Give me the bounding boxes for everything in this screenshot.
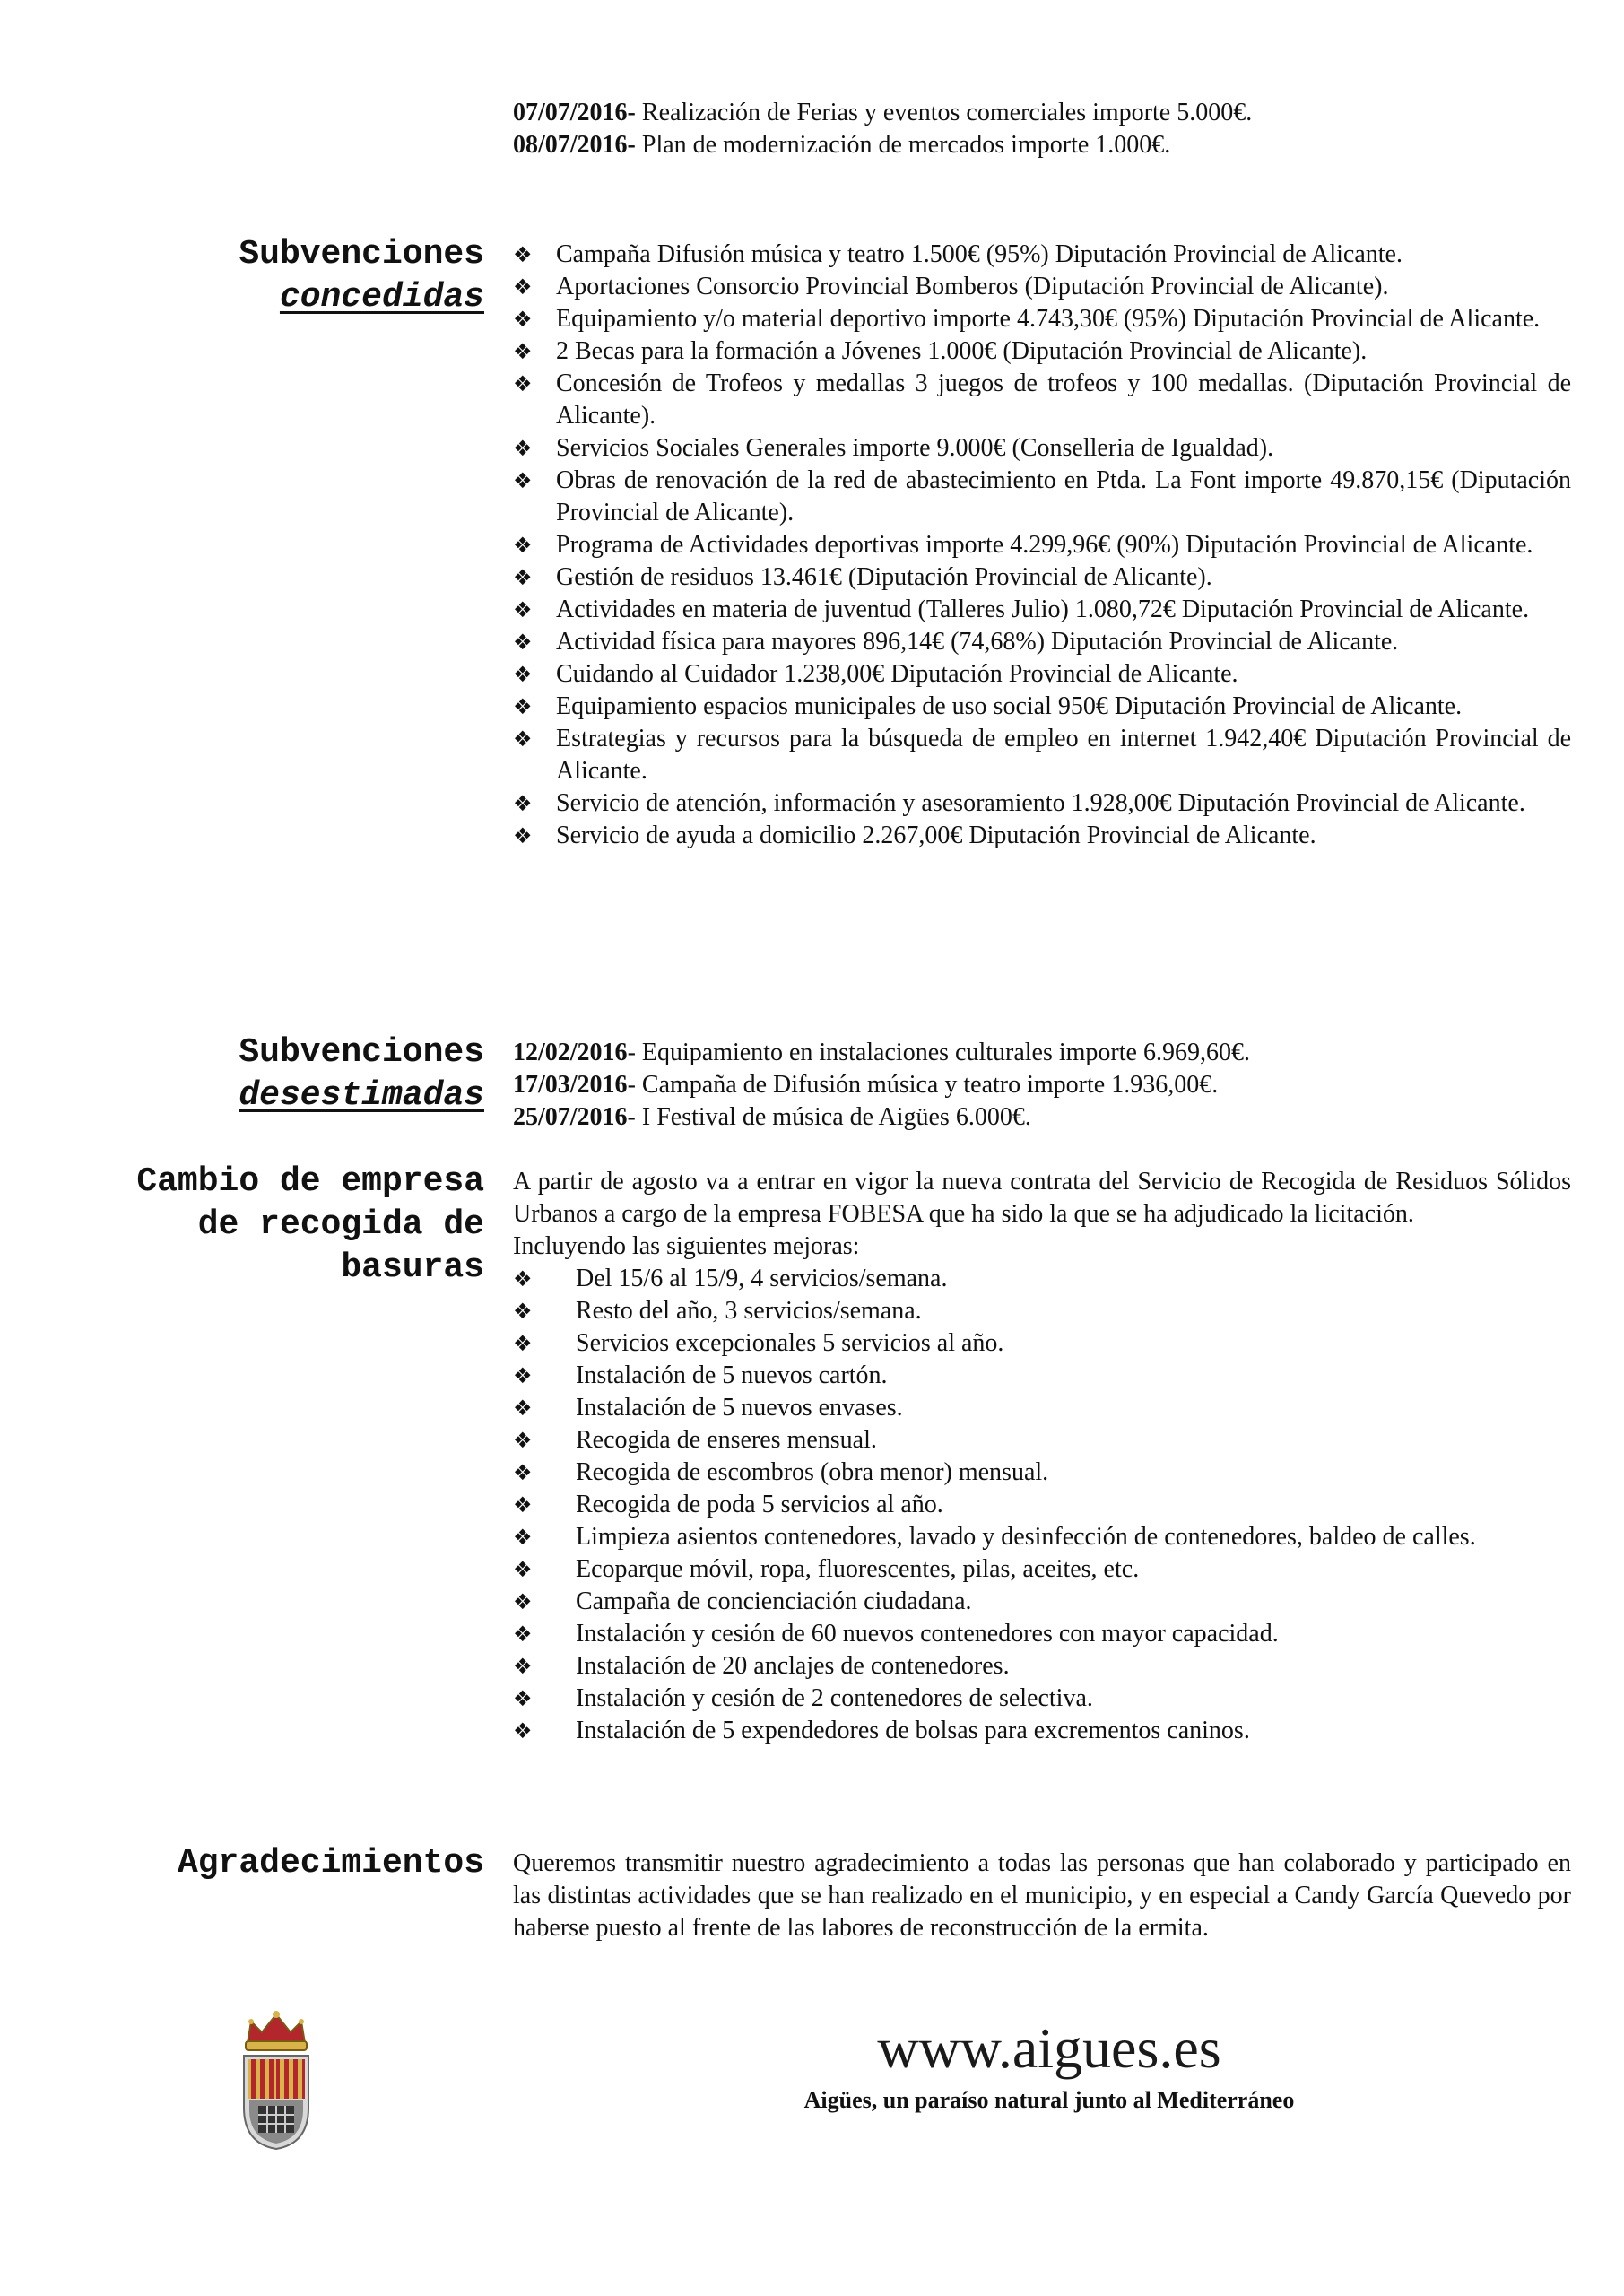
list-item: [513, 1360, 1571, 1392]
list-item: [513, 561, 1571, 594]
title-line: Subvenciones: [239, 235, 484, 274]
bullet-diamond-icon: ❖: [513, 1718, 533, 1744]
municipal-crest-icon: [239, 2009, 314, 2152]
list-item: [513, 1295, 1571, 1327]
list-item: [513, 1327, 1571, 1360]
title-line-underlined: desestimadas: [239, 1076, 484, 1115]
title-line-underlined: concedidas: [279, 278, 484, 317]
list-item-text: Obras de renovación de la red de abastecimiento en Ptda. La Font importe 49.870,15€ (Diputación Provincial de Alicante).: [556, 466, 1571, 526]
basuras-body: [513, 1166, 1571, 1747]
list-item: [513, 239, 1571, 271]
list-item: [513, 1586, 1571, 1618]
list-item-text: Recogida de enseres mensual.: [576, 1426, 877, 1454]
bullet-diamond-icon: ❖: [513, 1363, 533, 1388]
bullet-diamond-icon: ❖: [513, 1525, 533, 1550]
list-item: [513, 1618, 1571, 1650]
list-item: [513, 691, 1571, 723]
list-item-text: Campaña de concienciación ciudadana.: [576, 1587, 972, 1615]
top-lines: [513, 97, 1571, 161]
bullet-diamond-icon: ❖: [513, 791, 533, 816]
list-item-text: Del 15/6 al 15/9, 4 servicios/semana.: [576, 1265, 948, 1292]
list-item-text: Instalación de 5 nuevos cartón.: [576, 1361, 888, 1389]
desestimada-item: [513, 1101, 1571, 1134]
list-item-text: Campaña Difusión música y teatro 1.500€ (95%) Diputación Provincial de Alicante.: [556, 240, 1403, 268]
section-title-basuras: [54, 1161, 484, 1290]
bullet-diamond-icon: ❖: [513, 1428, 533, 1453]
bullet-diamond-icon: ❖: [513, 1460, 533, 1485]
list-item: [513, 594, 1571, 626]
list-item-text: Instalación de 5 nuevos envases.: [576, 1394, 903, 1422]
list-item: [513, 529, 1571, 561]
concedidas-list-wrapper: [513, 239, 1571, 852]
desestimadas-list: [513, 1037, 1571, 1134]
list-item-text: Instalación y cesión de 60 nuevos contenedores con mayor capacidad.: [576, 1620, 1279, 1648]
bullet-diamond-icon: ❖: [513, 274, 533, 300]
basuras-list: [513, 1263, 1571, 1747]
item-date: 17/03/2016: [513, 1071, 628, 1099]
bullet-diamond-icon: ❖: [513, 371, 533, 396]
top-line: [513, 97, 1571, 129]
section-title-desestimadas: [54, 1031, 484, 1118]
bullet-diamond-icon: ❖: [513, 662, 533, 687]
line-text: Plan de modernización de mercados importe 1.000€.: [635, 131, 1171, 159]
list-item: [513, 1650, 1571, 1683]
list-item: [513, 1683, 1571, 1715]
item-text: I Festival de música de Aigües 6.000€.: [635, 1103, 1031, 1131]
basuras-lead: Incluyendo las siguientes mejoras:: [513, 1232, 860, 1260]
bullet-diamond-icon: ❖: [513, 1299, 533, 1324]
list-item-text: Cuidando al Cuidador 1.238,00€ Diputación Provincial de Alicante.: [556, 660, 1238, 688]
list-item-text: 2 Becas para la formación a Jóvenes 1.000€ (Diputación Provincial de Alicante).: [556, 337, 1368, 365]
list-item-text: Servicio de atención, información y asesoramiento 1.928,00€ Diputación Provincial de Alicante.: [556, 789, 1525, 817]
list-item: [513, 1553, 1571, 1586]
bullet-diamond-icon: ❖: [513, 468, 533, 493]
bullet-diamond-icon: ❖: [513, 533, 533, 558]
agradecimientos-body: [513, 1848, 1571, 1944]
list-item: [513, 1263, 1571, 1295]
list-item-text: Concesión de Trofeos y medallas 3 juegos de trofeos y 100 medallas. (Diputación Provincial de Alicante).: [556, 370, 1571, 430]
list-item: [513, 368, 1571, 432]
section-title-agradecimientos: Agradecimientos: [177, 1844, 484, 1883]
bullet-diamond-icon: ❖: [513, 1557, 533, 1582]
basuras-intro: A partir de agosto va a entrar en vigor la nueva contrata del Servicio de Recogida de Residuos Sólidos Urbanos a cargo de la empresa FOBESA que ha sido la que se ha adjudicado la licitación.: [513, 1168, 1571, 1228]
agradecimientos-text: Queremos transmitir nuestro agradecimiento a todas las personas que han colaborado y participado en las distintas actividades que se han realizado en el municipio, y en especial a Candy García Quevedo por haberse puesto al frente de las labores de reconstrucción de la ermita.: [513, 1849, 1571, 1942]
list-item: [513, 658, 1571, 691]
list-item-text: Equipamiento y/o material deportivo importe 4.743,30€ (95%) Diputación Provincial de Alicante.: [556, 305, 1541, 333]
bullet-diamond-icon: ❖: [513, 1396, 533, 1421]
list-item: [513, 1392, 1571, 1424]
line-text: Realización de Ferias y eventos comerciales importe 5.000€.: [635, 99, 1253, 126]
list-item-text: Servicio de ayuda a domicilio 2.267,00€ Diputación Provincial de Alicante.: [556, 822, 1316, 849]
bullet-diamond-icon: ❖: [513, 1654, 533, 1679]
bullet-diamond-icon: ❖: [513, 823, 533, 848]
title-line: Subvenciones: [239, 1033, 484, 1072]
concedidas-list: [513, 239, 1571, 852]
bullet-diamond-icon: ❖: [513, 1492, 533, 1518]
item-text: - Campaña de Difusión música y teatro importe 1.936,00€.: [627, 1071, 1219, 1099]
title-line: Cambio de empresa: [136, 1162, 484, 1201]
item-text: - Equipamiento en instalaciones culturales importe 6.969,60€.: [627, 1039, 1250, 1066]
bullet-diamond-icon: ❖: [513, 1686, 533, 1711]
list-item: [513, 1457, 1571, 1489]
bullet-diamond-icon: ❖: [513, 1589, 533, 1614]
list-item: [513, 787, 1571, 820]
footer-website[interactable]: www.aigues.es: [877, 2016, 1221, 2080]
bullet-diamond-icon: ❖: [513, 630, 533, 655]
list-item: [513, 432, 1571, 465]
bullet-diamond-icon: ❖: [513, 1622, 533, 1647]
list-item: [513, 303, 1571, 335]
bullet-diamond-icon: ❖: [513, 339, 533, 364]
bullet-diamond-icon: ❖: [513, 694, 533, 719]
bullet-diamond-icon: ❖: [513, 242, 533, 267]
list-item: [513, 1715, 1571, 1747]
line-date: 07/07/2016-: [513, 99, 636, 126]
list-item: [513, 626, 1571, 658]
top-line: [513, 129, 1571, 161]
list-item: [513, 1424, 1571, 1457]
list-item: [513, 1489, 1571, 1521]
list-item-text: Actividades en materia de juventud (Talleres Julio) 1.080,72€ Diputación Provincial de Alicante.: [556, 596, 1530, 623]
list-item-text: Instalación de 20 anclajes de contenedores.: [576, 1652, 1010, 1680]
bullet-diamond-icon: ❖: [513, 1331, 533, 1356]
list-item: [513, 723, 1571, 787]
list-item-text: Resto del año, 3 servicios/semana.: [576, 1297, 922, 1325]
item-date: 25/07/2016-: [513, 1103, 636, 1131]
list-item-text: Instalación y cesión de 2 contenedores de selectiva.: [576, 1684, 1093, 1712]
list-item-text: Recogida de poda 5 servicios al año.: [576, 1491, 943, 1518]
list-item: [513, 271, 1571, 303]
list-item-text: Equipamiento espacios municipales de uso social 950€ Diputación Provincial de Alicante.: [556, 692, 1463, 720]
list-item: [513, 465, 1571, 529]
list-item-text: Servicios excepcionales 5 servicios al año.: [576, 1329, 1004, 1357]
list-item-text: Estrategias y recursos para la búsqueda de empleo en internet 1.942,40€ Diputación Provincial de Alicante.: [556, 725, 1571, 785]
list-item-text: Ecoparque móvil, ropa, fluorescentes, pilas, aceites, etc.: [576, 1555, 1140, 1583]
list-item-text: Gestión de residuos 13.461€ (Diputación Provincial de Alicante).: [556, 563, 1212, 591]
footer-tagline: Aigües, un paraíso natural junto al Mediterráneo: [803, 2087, 1295, 2113]
desestimada-item: [513, 1069, 1571, 1101]
list-item-text: Limpieza asientos contenedores, lavado y desinfección de contenedores, baldeo de calles.: [576, 1523, 1476, 1551]
bullet-diamond-icon: ❖: [513, 565, 533, 590]
list-item: [513, 820, 1571, 852]
title-line: basuras: [341, 1248, 484, 1287]
item-date: 12/02/2016: [513, 1039, 628, 1066]
list-item-text: Actividad física para mayores 896,14€ (74,68%) Diputación Provincial de Alicante.: [556, 628, 1399, 656]
list-item-text: Recogida de escombros (obra menor) mensual.: [576, 1458, 1049, 1486]
bullet-diamond-icon: ❖: [513, 1266, 533, 1292]
list-item-text: Aportaciones Consorcio Provincial Bomberos (Diputación Provincial de Alicante).: [556, 273, 1389, 300]
section-title-concedidas: [54, 233, 484, 319]
bullet-diamond-icon: ❖: [513, 307, 533, 332]
bullet-diamond-icon: ❖: [513, 597, 533, 622]
desestimada-item: [513, 1037, 1571, 1069]
list-item-text: Servicios Sociales Generales importe 9.000€ (Conselleria de Igualdad).: [556, 434, 1274, 462]
title-line: de recogida de: [197, 1205, 484, 1244]
list-item-text: Instalación de 5 expendedores de bolsas para excrementos caninos.: [576, 1717, 1250, 1744]
list-item: [513, 1521, 1571, 1553]
bullet-diamond-icon: ❖: [513, 726, 533, 752]
bullet-diamond-icon: ❖: [513, 436, 533, 461]
line-date: 08/07/2016-: [513, 131, 636, 159]
list-item: [513, 335, 1571, 368]
list-item-text: Programa de Actividades deportivas importe 4.299,96€ (90%) Diputación Provincial de Alicante.: [556, 531, 1533, 559]
